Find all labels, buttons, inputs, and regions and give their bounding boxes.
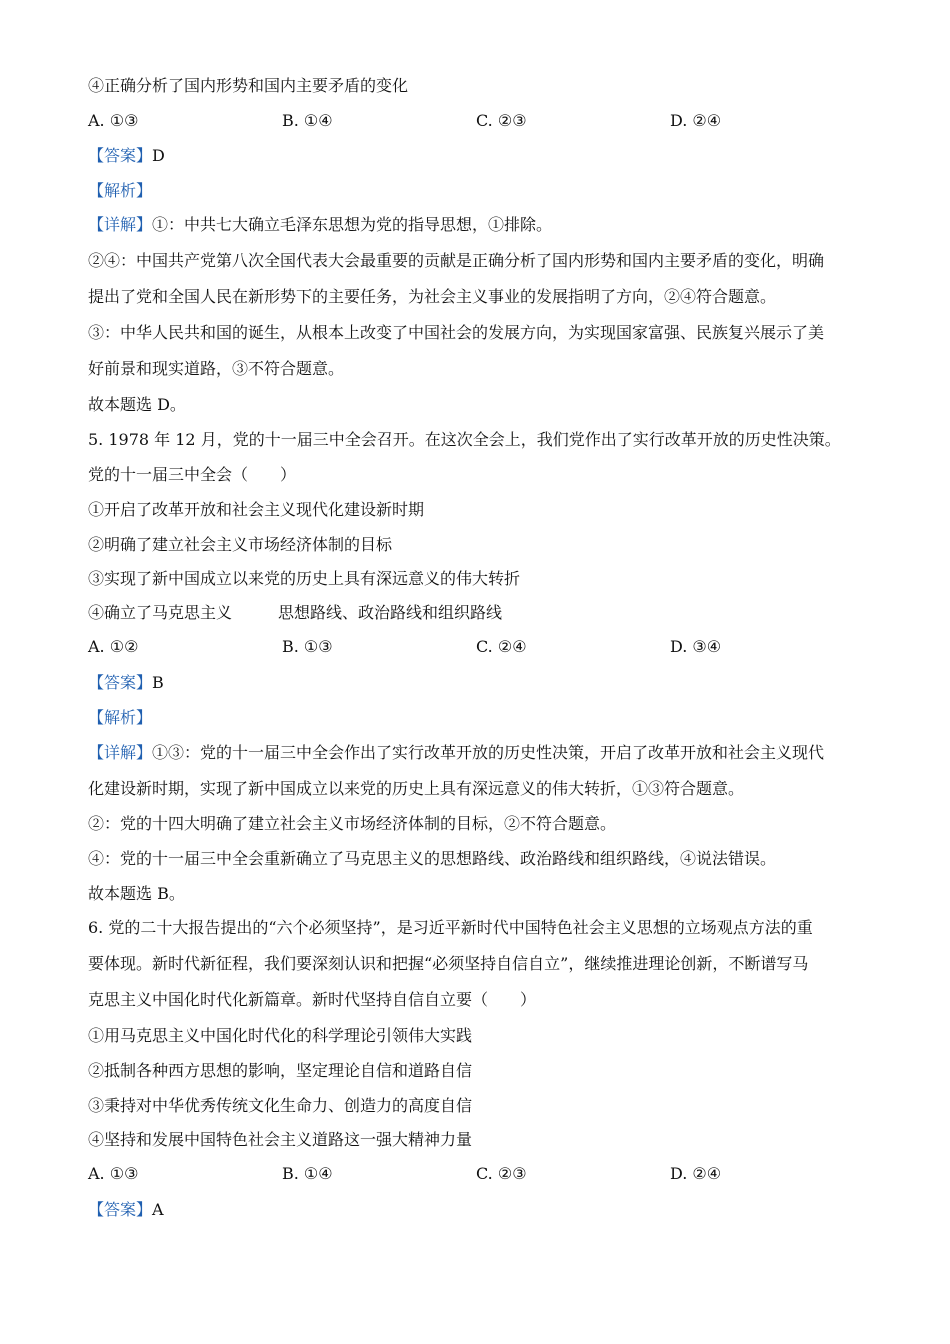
q6-choice-d: D. ②④ — [670, 1164, 722, 1183]
q6-option-4: ④坚持和发展中国特色社会主义道路这一强大精神力量 — [88, 1130, 473, 1149]
q5-detail-3: ④：党的十一届三中全会重新确立了马克思主义的思想路线、政治路线和组织路线，④说法错误。 — [88, 849, 777, 868]
q5-choice-a: A. ①② — [88, 637, 139, 656]
answer-value: A — [152, 1200, 164, 1219]
q5-detail-2: ②：党的十四大明确了建立社会主义市场经济体制的目标，②不符合题意。 — [88, 814, 617, 833]
detail-label: 【详解】 — [88, 743, 153, 762]
q6-choice-a: A. ①③ — [88, 1164, 139, 1183]
q6-choice-b: B. ①④ — [282, 1164, 333, 1183]
q5-detail-1b: 化建设新时期，实现了新中国成立以来党的历史上具有深远意义的伟大转折，①③符合题意。 — [88, 779, 745, 798]
detail-label: 【详解】 — [88, 215, 153, 234]
q5-analysis-label: 【解析】 — [88, 708, 153, 727]
detail-text: ①③：党的十一届三中全会作出了实行改革开放的历史性决策，开启了改革开放和社会主义现代 — [152, 743, 825, 762]
answer-value: B — [152, 673, 164, 692]
option-4-part-a: ④确立了马克思主义 — [88, 603, 233, 622]
answer-value: D — [152, 146, 165, 165]
q4-detail-2b: 提出了党和全国人民在新形势下的主要任务，为社会主义事业的发展指明了方向，②④符合题意。 — [88, 287, 777, 306]
answer-label: 【答案】 — [88, 673, 153, 692]
q5-choice-c: C. ②④ — [476, 637, 527, 656]
q5-option-4 — [88, 603, 502, 623]
q4-choice-d: D. ②④ — [670, 111, 722, 130]
q5-detail-1a — [88, 743, 824, 763]
q6-option-2: ②抵制各种西方思想的影响，坚定理论自信和道路自信 — [88, 1061, 473, 1080]
q5-option-1: ①开启了改革开放和社会主义现代化建设新时期 — [88, 500, 425, 519]
q6-stem-3: 克思主义中国化时代化新篇章。新时代坚持自信自立要（ ） — [88, 990, 537, 1009]
q5-choice-b: B. ①③ — [282, 637, 333, 656]
q4-detail-3b: 好前景和现实道路，③不符合题意。 — [88, 359, 345, 378]
q6-stem-1: 6. 党的二十大报告提出的“六个必须坚持”，是习近平新时代中国特色社会主义思想的立场观点方法的重 — [88, 918, 813, 937]
q4-choice-a: A. ①③ — [88, 111, 139, 130]
q6-stem-2: 要体现。新时代新征程，我们要深刻认识和把握“必须坚持自信自立”，继续推进理论创新，不断谱写马 — [88, 954, 809, 973]
option-4-part-b: 思想路线、政治路线和组织路线 — [278, 603, 503, 622]
q4-detail-1 — [88, 215, 552, 235]
detail-text: ①：中共七大确立毛泽东思想为党的指导思想，①排除。 — [152, 215, 553, 234]
q6-option-1: ①用马克思主义中国化时代化的科学理论引领伟大实践 — [88, 1026, 473, 1045]
q5-choice-d: D. ③④ — [670, 637, 722, 656]
answer-label: 【答案】 — [88, 146, 153, 165]
q5-stem-1: 5. 1978 年 12 月，党的十一届三中全会召开。在这次全会上，我们党作出了实行改革开放的历史性决策。 — [88, 430, 841, 449]
q5-option-3: ③实现了新中国成立以来党的历史上具有深远意义的伟大转折 — [88, 569, 521, 588]
q6-choice-c: C. ②③ — [476, 1164, 527, 1183]
q4-detail-3a: ③：中华人民共和国的诞生，从根本上改变了中国社会的发展方向，为实现国家富强、民族复兴展示了美 — [88, 323, 825, 342]
q4-answer — [88, 146, 165, 166]
q4-choice-c: C. ②③ — [476, 111, 527, 130]
q4-analysis-label: 【解析】 — [88, 181, 153, 200]
q5-stem-2: 党的十一届三中全会（ ） — [88, 465, 297, 484]
q6-option-3: ③秉持对中华优秀传统文化生命力、创造力的高度自信 — [88, 1096, 473, 1115]
q4-option-4: ④正确分析了国内形势和国内主要矛盾的变化 — [88, 76, 409, 95]
q4-detail-2a: ②④：中国共产党第八次全国代表大会最重要的贡献是正确分析了国内形势和国内主要矛盾的变化，明确 — [88, 251, 825, 270]
q6-answer — [88, 1200, 164, 1220]
q5-option-2: ②明确了建立社会主义市场经济体制的目标 — [88, 535, 393, 554]
q4-conclusion: 故本题选 D。 — [88, 395, 186, 414]
q4-choice-b: B. ①④ — [282, 111, 333, 130]
answer-label: 【答案】 — [88, 1200, 153, 1219]
q5-answer — [88, 673, 164, 693]
q5-conclusion: 故本题选 B。 — [88, 884, 185, 903]
